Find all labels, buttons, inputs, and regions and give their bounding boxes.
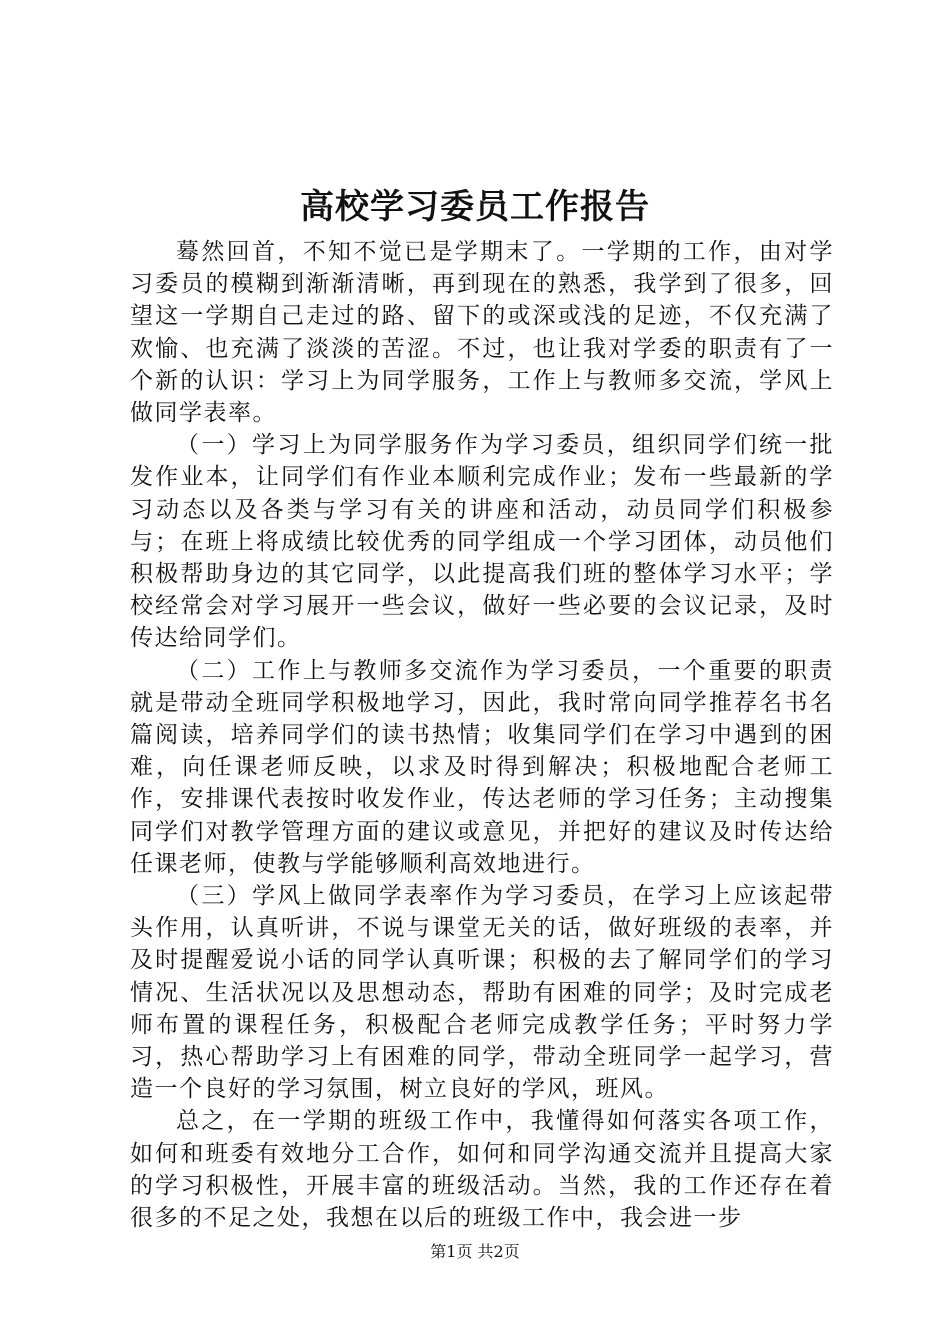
paragraph-summary: 总之，在一学期的班级工作中，我懂得如何落实各项工作，如何和班委有效地分工合作，如何和同学沟通交流并且提高大家的学习积极性，开展丰富的班级活动。当然，我的工作还存在着很多的不足之处，我想在以后的班级工作中，我会进一步 <box>130 1108 834 1232</box>
paragraph-section-1: （一）学习上为同学服务作为学习委员，组织同学们统一批发作业本，让同学们有作业本顺利完成作业；发布一些最新的学习动态以及各类与学习有关的讲座和活动，动员同学们积极参与；在班上将成绩比较优秀的同学组成一个学习团体，动员他们积极帮助身边的其它同学，以此提高我们班的整体学习水平；学校经常会对学习展开一些会议，做好一些必要的会议记录，及时传达给同学们。 <box>130 432 834 652</box>
paragraph-section-2: （二）工作上与教师多交流作为学习委员，一个重要的职责就是带动全班同学积极地学习，因此，我时常向同学推荐名书名篇阅读，培养同学们的读书热情；收集同学们在学习中遇到的困难，向任课老师反映，以求及时得到解决；积极地配合老师工作，安排课代表按时收发作业，传达老师的学习任务；主动搜集同学们对教学管理方面的建议或意见，并把好的建议及时传达给任课老师，使教与学能够顺利高效地进行。 <box>130 657 834 877</box>
document-body <box>130 236 834 1234</box>
document-title: 高校学习委员工作报告 <box>300 187 650 227</box>
paragraph-section-3: （三）学风上做同学表率作为学习委员，在学习上应该起带头作用，认真听讲，不说与课堂无关的话，做好班级的表率，并及时提醒爱说小话的同学认真听课；积极的去了解同学们的学习情况、生活状况以及思想动态，帮助有困难的同学；及时完成老师布置的课程任务，积极配合老师完成教学任务；平时努力学习，热心帮助学习上有困难的同学，带动全班同学一起学习，营造一个良好的学习氛围，树立良好的学风，班风。 <box>130 883 834 1103</box>
paragraph-intro: 蓦然回首，不知不觉已是学期末了。一学期的工作，由对学习委员的模糊到渐渐清晰，再到现在的熟悉，我学到了很多，回望这一学期自己走过的路、留下的或深或浅的足迹，不仅充满了欢愉、也充满了淡淡的苦涩。不过，也让我对学委的职责有了一个新的认识：学习上为同学服务，工作上与教师多交流，学风上做同学表率。 <box>130 239 834 427</box>
page-number-footer: 第1页 共2页 <box>430 1242 520 1261</box>
